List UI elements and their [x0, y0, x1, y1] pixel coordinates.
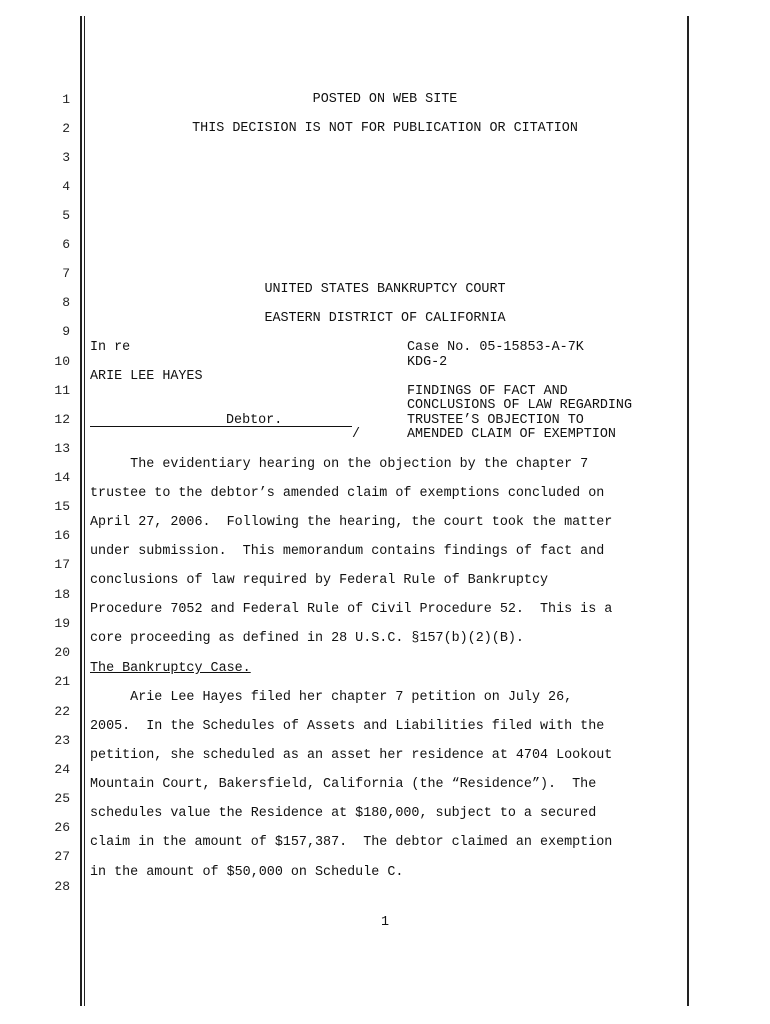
body-line: claim in the amount of $157,387. The debtor claimed an exemption — [90, 835, 613, 850]
line-number: 9 — [62, 324, 70, 339]
line-number: 13 — [54, 441, 70, 456]
posted-notice: POSTED ON WEB SITE — [312, 92, 458, 107]
line-number: 21 — [54, 674, 70, 689]
body-line: petition, she scheduled as an asset her residence at 4704 Lookout — [90, 748, 613, 763]
body-line: schedules value the Residence at $180,000, subject to a secured — [90, 806, 597, 821]
document-title-line: AMENDED CLAIM OF EXEMPTION — [407, 427, 616, 442]
body-line: core proceeding as defined in 28 U.S.C. §157(b)(2)(B). — [90, 631, 524, 646]
line-number: 6 — [62, 237, 70, 252]
debtor-name: ARIE LEE HAYES — [90, 369, 203, 384]
left-margin-rule-outer — [80, 16, 82, 1006]
line-number: 16 — [54, 528, 70, 543]
line-number: 14 — [54, 470, 70, 485]
line-number: 27 — [54, 849, 70, 864]
line-number: 19 — [54, 616, 70, 631]
line-number: 3 — [62, 150, 70, 165]
body-line: Mountain Court, Bakersfield, California (the “Residence”). The — [90, 777, 597, 792]
line-number: 20 — [54, 645, 70, 660]
line-number: 4 — [62, 179, 70, 194]
in-re-label: In re — [90, 340, 131, 355]
line-number: 15 — [54, 499, 70, 514]
right-margin-rule — [687, 16, 689, 1006]
caption-slash: / — [352, 427, 361, 442]
document-title-line: CONCLUSIONS OF LAW REGARDING — [407, 398, 632, 413]
line-number: 23 — [54, 733, 70, 748]
publication-notice: THIS DECISION IS NOT FOR PUBLICATION OR CITATION — [192, 121, 578, 136]
line-number: 12 — [54, 412, 70, 427]
section-heading: The Bankruptcy Case. — [90, 661, 251, 676]
line-number: 10 — [54, 354, 70, 369]
body-line: in the amount of $50,000 on Schedule C. — [90, 865, 404, 880]
body-line: Arie Lee Hayes filed her chapter 7 petition on July 26, — [90, 690, 573, 705]
line-number: 22 — [54, 704, 70, 719]
caption-underline — [90, 426, 352, 427]
docket-control: KDG-2 — [407, 355, 448, 370]
line-number: 5 — [62, 208, 70, 223]
debtor-label: Debtor. — [226, 413, 283, 428]
body-line: Procedure 7052 and Federal Rule of Civil Procedure 52. This is a — [90, 602, 613, 617]
line-number: 25 — [54, 791, 70, 806]
line-number: 2 — [62, 121, 70, 136]
body-line: under submission. This memorandum contains findings of fact and — [90, 544, 605, 559]
document-title-line: TRUSTEE’S OBJECTION TO — [407, 413, 584, 428]
body-line: 2005. In the Schedules of Assets and Liabilities filed with the — [90, 719, 605, 734]
line-number: 8 — [62, 295, 70, 310]
page-number: 1 — [380, 915, 390, 930]
body-line: conclusions of law required by Federal Rule of Bankruptcy — [90, 573, 549, 588]
line-number: 18 — [54, 587, 70, 602]
body-line: trustee to the debtor’s amended claim of exemptions concluded on — [90, 486, 605, 501]
case-number: Case No. 05-15853-A-7K — [407, 340, 584, 355]
court-name: UNITED STATES BANKRUPTCY COURT — [264, 282, 506, 297]
body-line: The evidentiary hearing on the objection by the chapter 7 — [90, 457, 589, 472]
line-number: 7 — [62, 266, 70, 281]
line-number: 11 — [54, 383, 70, 398]
document-title-line: FINDINGS OF FACT AND — [407, 384, 568, 399]
line-number: 24 — [54, 762, 70, 777]
body-line: April 27, 2006. Following the hearing, the court took the matter — [90, 515, 613, 530]
line-number: 17 — [54, 557, 70, 572]
left-margin-rule-inner — [84, 16, 85, 1006]
court-district: EASTERN DISTRICT OF CALIFORNIA — [264, 311, 506, 326]
line-number: 28 — [54, 879, 70, 894]
line-number: 26 — [54, 820, 70, 835]
line-number: 1 — [62, 92, 70, 107]
